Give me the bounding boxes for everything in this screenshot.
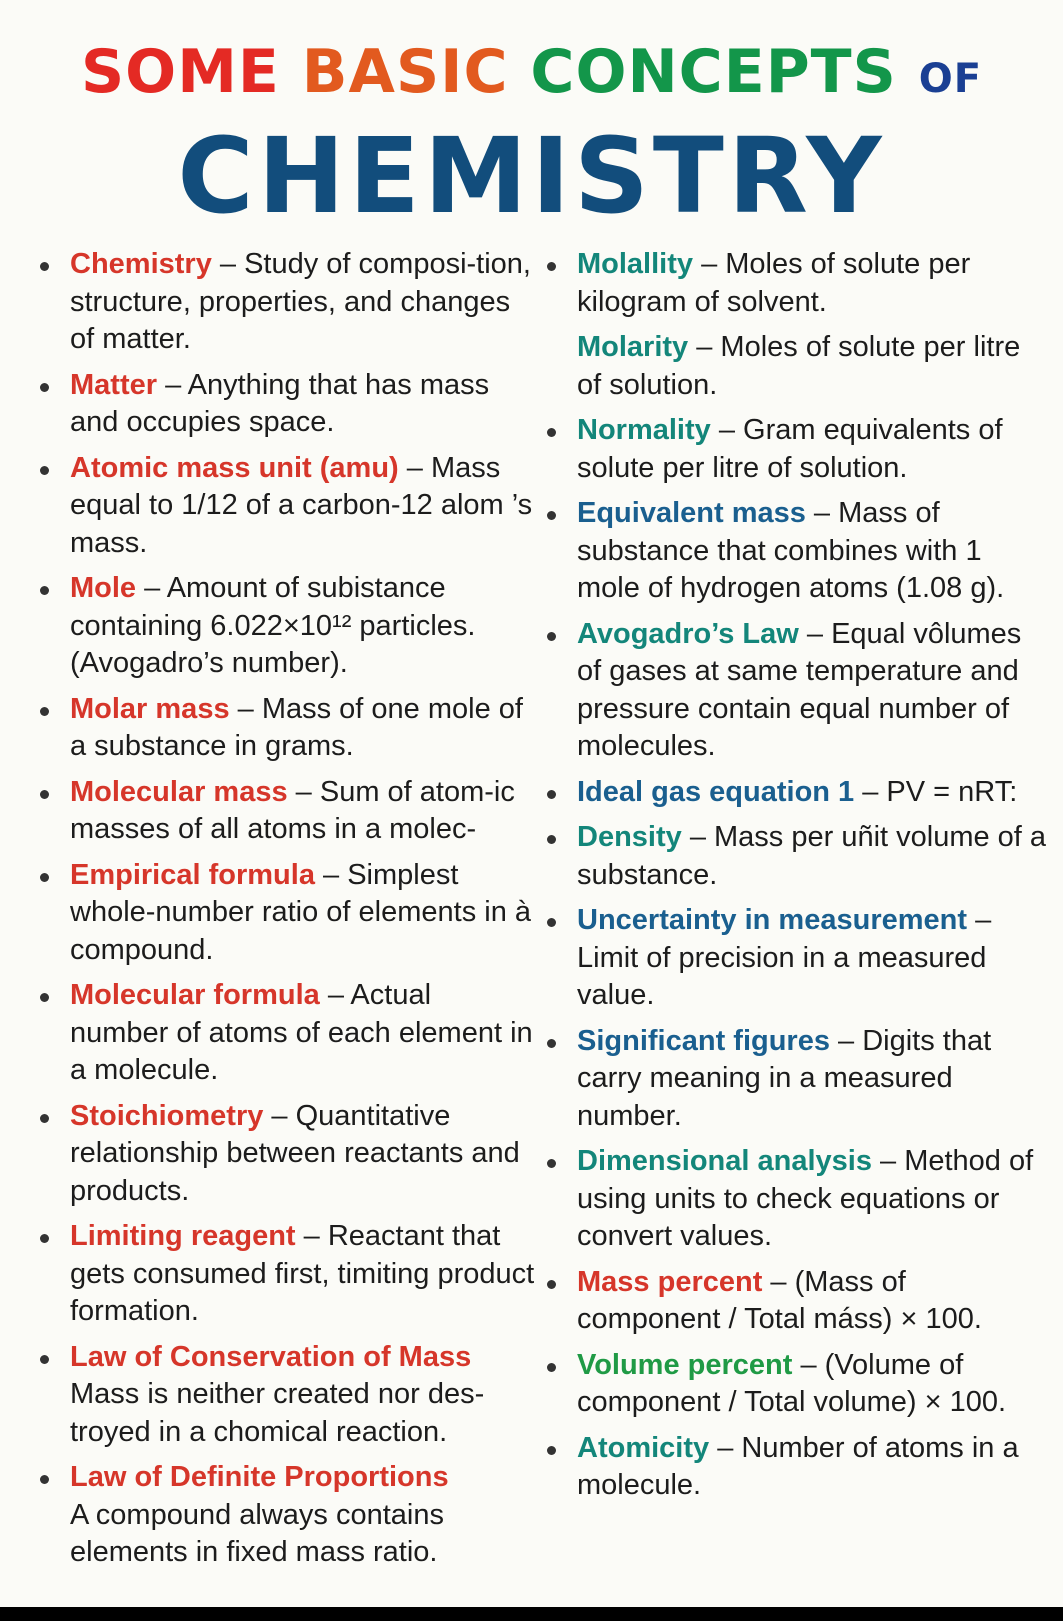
definition: – Moles of solute per litre of solution.: [577, 331, 1021, 401]
bullet-icon: [547, 1159, 556, 1168]
definition: – Anything that has mass and occupies space.: [70, 368, 490, 438]
bullet-icon: [40, 1475, 49, 1484]
bullet-icon: [547, 918, 556, 927]
definition: – Study of composi-tion, structure, properties, and changes of matter.: [70, 248, 531, 355]
list-item: [36, 1218, 536, 1331]
list-item: [543, 246, 1048, 321]
bullet-icon: [40, 383, 49, 392]
list-item: [36, 691, 536, 766]
bullet-icon: [547, 1039, 556, 1048]
term: Atomicity: [577, 1431, 710, 1464]
list-item: [543, 412, 1048, 487]
definition: – (Volume of component / Total volume) × 100.: [577, 1348, 1007, 1418]
term: Molecular formula: [70, 979, 320, 1011]
bullet-icon: [40, 790, 49, 799]
bullet-icon: [40, 1355, 49, 1364]
bullet-icon: [547, 1280, 556, 1289]
bullet-icon: [547, 511, 556, 520]
bullet-icon: [40, 262, 49, 271]
bullet-icon: [40, 1114, 49, 1123]
definition: – Simplest whole-number ratio of elements in à compound.: [70, 858, 532, 966]
list-item: [36, 857, 536, 970]
page-title: [0, 37, 1063, 237]
bullet-icon: [547, 632, 556, 641]
definition: – PV = nRT:: [854, 775, 1018, 808]
definition: – Actual number of atoms of each element in a molecule.: [70, 979, 533, 1086]
definition: – Quantitative relationship between reactants and products.: [70, 1099, 520, 1207]
term: Mole: [70, 572, 137, 604]
term: Molecular mass: [70, 775, 288, 808]
term: Limiting reagent: [70, 1220, 296, 1252]
term: Molar mass: [70, 692, 230, 725]
list-item: [36, 1459, 536, 1572]
title-word-concepts: CONCEPTS: [530, 37, 897, 107]
bullet-icon: [40, 466, 49, 475]
definition: – Mass per uñit volume of a substance.: [577, 821, 1047, 891]
list-item: [543, 774, 1048, 812]
definition: – Mass equal to 1/12 of a carbon-12 alom ’s mass.: [70, 451, 533, 559]
term: Avogadro’s Law: [577, 617, 799, 650]
term: Ideal gas equation 1: [577, 775, 855, 808]
bullet-icon: [547, 428, 556, 437]
bullet-icon: [40, 873, 49, 882]
definition: – Reactant that gets consumed first, timiting product formation.: [70, 1220, 535, 1327]
list-item: [36, 774, 536, 849]
bullet-icon: [40, 1234, 49, 1243]
title-word-basic: BASIC: [301, 37, 509, 107]
term: Equivalent mass: [577, 497, 806, 529]
definition: – Gram equivalents of solute per litre of solution.: [577, 414, 1003, 484]
term: Molallity: [577, 248, 694, 280]
definition: – Number of atoms in a molecule.: [577, 1431, 1019, 1501]
bullet-icon: [547, 835, 556, 844]
term: Uncertainty in measurement: [577, 904, 968, 936]
definition: – Mass of substance that combines with 1 mole of hydrogen atoms (1.08 g).: [577, 497, 1005, 604]
title-word-chemistry: CHEMISTRY: [177, 115, 886, 237]
bullet-icon: [40, 993, 49, 1002]
term: Density: [577, 821, 682, 853]
bullet-icon: [547, 1363, 556, 1372]
bullet-icon: [40, 707, 49, 716]
list-item: [543, 819, 1048, 894]
definition: – Mass of one mole of a substance in grams.: [70, 692, 523, 762]
right-column: [543, 246, 1048, 1513]
title-line-1: [0, 37, 1063, 107]
list-item: [36, 1098, 536, 1211]
definition: – Limit of precision in a measured value.: [577, 904, 992, 1011]
term: Matter: [70, 368, 158, 401]
bullet-icon: [547, 262, 556, 271]
list-item: [36, 450, 536, 563]
term: Stoichiometry: [70, 1099, 264, 1132]
list-item: [543, 495, 1048, 608]
term: Normality: [577, 414, 711, 446]
list-item: [543, 902, 1048, 1015]
bullet-icon: [547, 790, 556, 799]
definition: – Moles of solute per kilogram of solvent.: [577, 248, 971, 318]
left-column: [36, 246, 536, 1580]
definition: – Method of using units to check equations or convert values.: [577, 1145, 1034, 1252]
bullet-icon: [547, 1446, 556, 1455]
list-item: [543, 1347, 1048, 1422]
term: Empirical formula: [70, 858, 315, 891]
list-item: [36, 1339, 536, 1452]
term: Significant figures: [577, 1024, 830, 1057]
term: Law of Definite Proportions: [70, 1461, 449, 1493]
definition: Mass is neither created nor des-troyed in a chomical reaction.: [70, 1378, 485, 1448]
list-item: [36, 570, 536, 683]
list-item: [543, 329, 1048, 404]
term: Mass percent: [577, 1265, 763, 1298]
bottom-border: [0, 1607, 1063, 1621]
list-item: [543, 1430, 1048, 1505]
list-item: [36, 367, 536, 442]
definition: – Amount of subistance containing 6.022×10¹² particles. (Avogadro’s number).: [70, 572, 476, 679]
term: Molarity: [577, 331, 689, 363]
list-item: [543, 1143, 1048, 1256]
bullet-icon: [40, 586, 49, 595]
list-item: [543, 616, 1048, 766]
title-word-some: SOME: [80, 37, 280, 107]
list-item: [36, 246, 536, 359]
term: Chemistry: [70, 248, 212, 280]
term: Dimensional analysis: [577, 1145, 872, 1177]
definition: – Digits that carry meaning in a measured number.: [577, 1024, 992, 1132]
definition: – (Mass of component / Total máss) × 100.: [577, 1265, 982, 1335]
list-item: [543, 1023, 1048, 1136]
term: Volume percent: [577, 1348, 793, 1381]
term: Law of Conservation of Mass: [70, 1340, 472, 1373]
list-item: [36, 977, 536, 1090]
title-word-of: OF: [918, 56, 983, 102]
definition: – Equal vôlumes of gases at same temperature and pressure contain equal number of molecules.: [577, 617, 1022, 762]
term: Atomic mass unit (amu): [70, 451, 399, 484]
list-item: [543, 1264, 1048, 1339]
definition: – Sum of atom-ic masses of all atoms in a molec-: [70, 775, 515, 845]
definition: A compound always contains elements in fixed mass ratio.: [70, 1498, 444, 1568]
